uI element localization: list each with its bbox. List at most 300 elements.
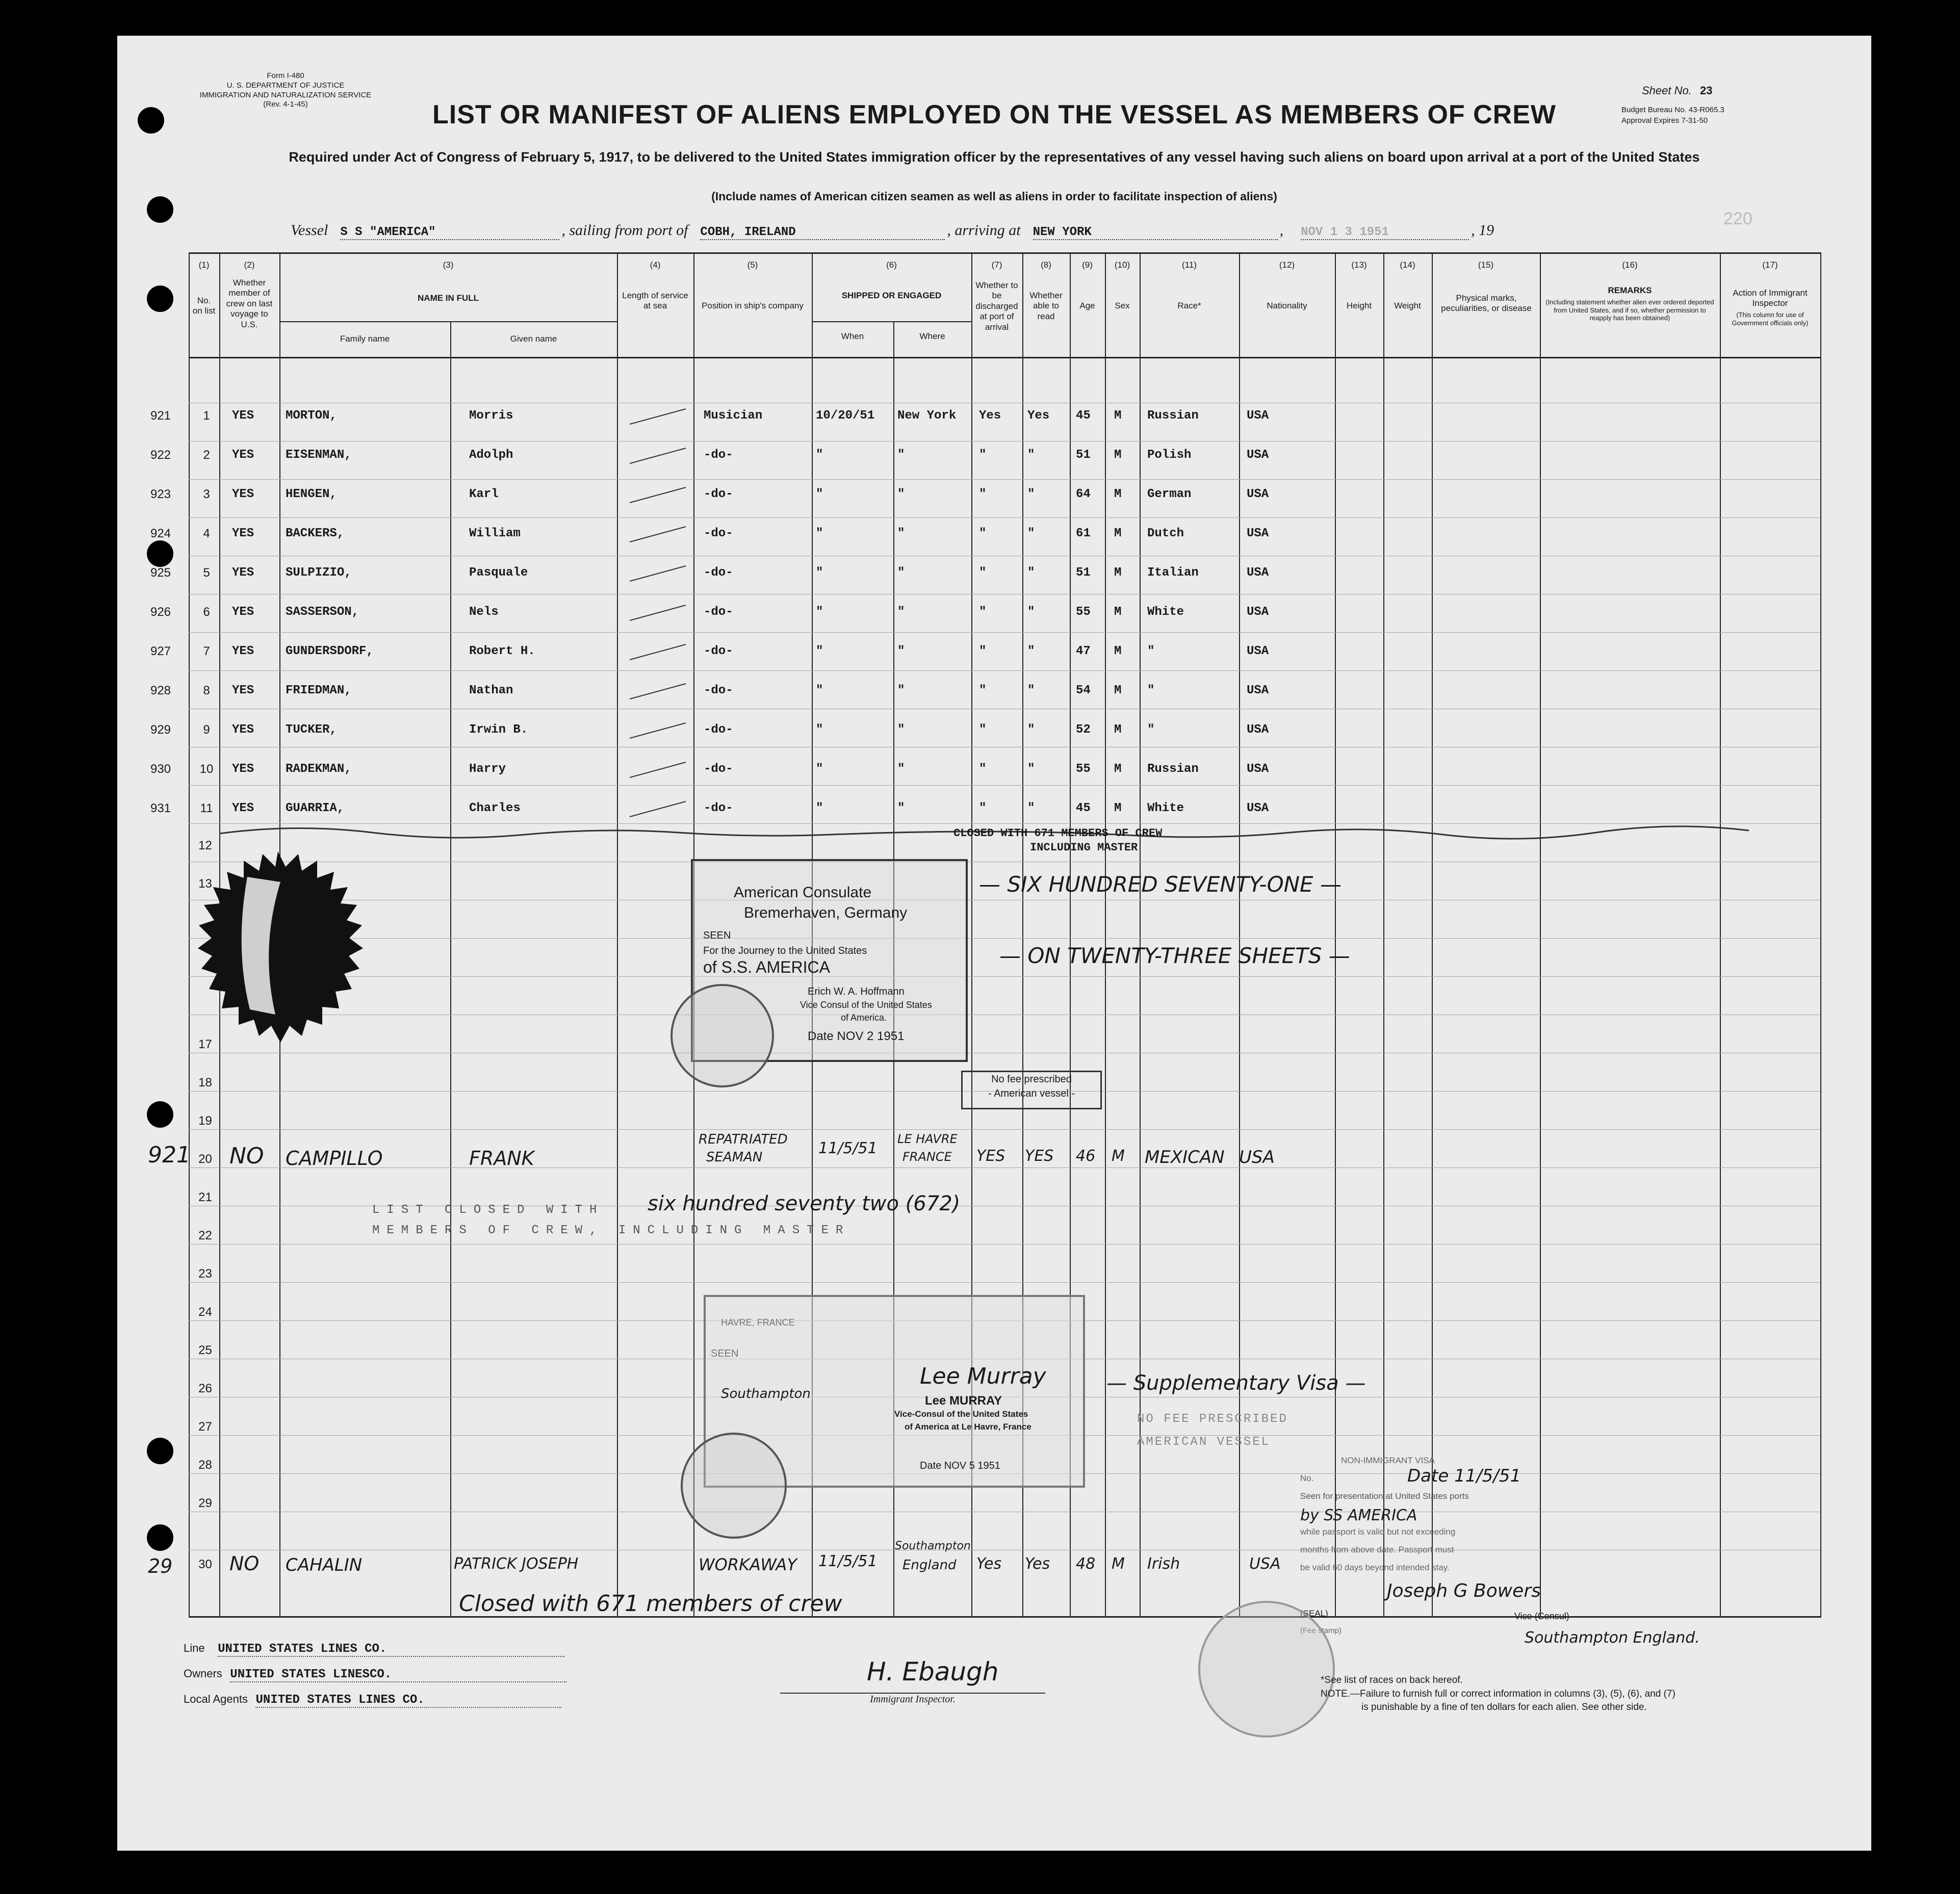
row-line (189, 976, 1820, 977)
family-name: GUNDERSDORF, (286, 644, 374, 658)
form-identifier: Form I-480 U. S. DEPARTMENT OF JUSTICE IMMIGRATION AND NATURALIZATION SERVICE (Rev. 4-1-45) (199, 71, 372, 109)
header-physical-marks: Physical marks, peculiarities, or disease (1441, 293, 1532, 314)
age: 61 (1076, 527, 1091, 540)
shipped-when: " (816, 723, 823, 737)
header-action-note: (This column for use of Government officials only) (1732, 311, 1809, 327)
previous-voyage: NO (229, 1143, 264, 1169)
margin-number: 929 (150, 723, 171, 737)
service-length-dash (627, 406, 688, 427)
consulate-seal-bremerhaven (670, 984, 774, 1087)
family-name: RADEKMAN, (286, 762, 352, 776)
line-number: 18 (198, 1076, 212, 1089)
given-name: Charles (469, 801, 521, 815)
header-given-name: Given name (510, 334, 557, 344)
given-name: PATRICK JOSEPH (454, 1555, 579, 1573)
service-length-dash (627, 799, 688, 819)
sex: M (1114, 684, 1122, 697)
sex: M (1114, 605, 1122, 619)
shipped-when: 11/5/51 (818, 1552, 878, 1570)
punch-hole (147, 286, 173, 312)
race: White (1147, 801, 1184, 815)
col-border (1140, 252, 1141, 1616)
line-number: 11 (200, 801, 213, 815)
shipped-where: " (897, 762, 905, 776)
position: -do- (704, 487, 733, 501)
subtitle: Required under Act of Congress of February 5, 1917, to be delivered to the United States immigration officer by the representatives of any vessel having such aliens on board upon arrival at a port of the United States (289, 149, 1700, 165)
discharged: " (979, 723, 987, 737)
header-discharged: Whether to be discharged at port of arrival (975, 280, 1018, 332)
margin-number: 29 (148, 1555, 173, 1577)
col-num: (2) (244, 260, 255, 270)
shipped-where: " (897, 684, 905, 697)
vessel-line: Vessel S S "AMERICA" , sailing from port of COBH, IRELAND , arriving at NEW YORK , NOV 1 3 1951 , 19 (291, 222, 1494, 239)
position: WORKAWAY (699, 1555, 797, 1574)
header-able-to-read: Whether able to read (1029, 291, 1063, 321)
consulate-stamp-havre: HAVRE, FRANCE SEEN Southampton Lee Murray Lee MURRAY Vice-Consul of the United States of America at Le Havre, France Date NOV 5 1951 (704, 1295, 1085, 1488)
shipped-when: 10/20/51 (816, 409, 875, 423)
american-vessel: AMERICAN VESSEL (1137, 1435, 1271, 1449)
col-border (1540, 252, 1541, 1616)
shipped-where: " (897, 801, 905, 815)
sex: M (1114, 448, 1122, 462)
margin-number: 931 (150, 801, 171, 815)
closed-with-note: CLOSED WITH 671 MEMBERS OF CREW (953, 827, 1163, 840)
age: 48 (1076, 1555, 1096, 1573)
sex: M (1114, 723, 1122, 737)
col-num: (8) (1041, 260, 1051, 270)
nationality: USA (1247, 762, 1269, 776)
family-name: CAHALIN (286, 1555, 363, 1575)
shipped-where: " (897, 487, 905, 501)
sex: M (1112, 1555, 1125, 1573)
margin-number: 925 (150, 566, 171, 580)
row-line (189, 670, 1820, 671)
row-line (189, 785, 1820, 786)
row-line (189, 479, 1820, 480)
able-to-read: " (1027, 566, 1035, 580)
margin-number: 927 (150, 644, 171, 658)
row-line (189, 938, 1820, 939)
nationality: USA (1247, 684, 1269, 697)
family-name: HENGEN, (286, 487, 337, 501)
margin-number: 923 (150, 487, 171, 501)
service-length-dash (627, 524, 688, 544)
line-number: 17 (198, 1037, 212, 1051)
header-action-inspector: Action of Immigrant Inspector (1733, 288, 1808, 308)
col-border (1820, 252, 1821, 1618)
punch-hole (147, 1101, 173, 1128)
previous-voyage: YES (232, 448, 254, 462)
line-number: 3 (203, 487, 210, 501)
able-to-read: " (1027, 644, 1035, 658)
discharged: Yes (979, 409, 1001, 423)
margin-number: 924 (150, 527, 171, 540)
sailing-port: COBH, IRELAND (700, 225, 945, 240)
non-immigrant-visa-stamp: NON-IMMIGRANT VISA No. Date 11/5/51 Seen for presentation at United States ports by SS AMERICA while passport is valid but not exceeding months from above date. Passport must be valid 60 days beyond intended stay. (SEAL) (Fee stamp) Joseph G Bowers Vice (Consul) Southampton England. (1300, 1456, 1700, 1647)
including-master-note: INCLUDING MASTER (1030, 841, 1138, 854)
position: REPATRIATED (699, 1132, 788, 1147)
discharged: " (979, 762, 987, 776)
nationality: USA (1247, 409, 1269, 423)
position: -do- (704, 723, 733, 737)
sex: M (1114, 801, 1122, 815)
family-name: GUARRIA, (286, 801, 345, 815)
given-name: Harry (469, 762, 506, 776)
race: German (1147, 487, 1192, 501)
given-name: William (469, 527, 521, 540)
position: -do- (704, 644, 733, 658)
margin-number: 926 (150, 605, 171, 619)
shipped-where: " (897, 605, 905, 619)
margin-number: 930 (150, 762, 171, 776)
race: " (1147, 723, 1155, 737)
age: 47 (1076, 644, 1091, 658)
header-shipped-or-engaged: SHIPPED OR ENGAGED (841, 291, 942, 300)
shipped-when: " (816, 801, 823, 815)
page-title: LIST OR MANIFEST OF ALIENS EMPLOYED ON THE VESSEL AS MEMBERS OF CREW (432, 100, 1556, 129)
given-name: Pasquale (469, 566, 528, 580)
position: -do- (704, 448, 733, 462)
col-border (1720, 252, 1721, 1616)
col-num: (17) (1762, 260, 1778, 270)
able-to-read: " (1027, 527, 1035, 540)
line-number: 19 (198, 1114, 212, 1128)
able-to-read: " (1027, 762, 1035, 776)
race: Polish (1147, 448, 1192, 462)
col-num: (11) (1182, 260, 1197, 270)
shipped-when: " (816, 684, 823, 697)
age: 54 (1076, 684, 1091, 697)
shipped-where: New York (897, 409, 957, 423)
able-to-read: " (1027, 684, 1035, 697)
shipped-when: " (816, 644, 823, 658)
col-border (1239, 252, 1240, 1616)
discharged: " (979, 527, 987, 540)
nationality: USA (1247, 448, 1269, 462)
col-border (617, 252, 618, 1616)
family-name: SULPIZIO, (286, 566, 352, 580)
shipped-when: " (816, 448, 823, 462)
arrival-date-stamp: NOV 1 3 1951 (1301, 225, 1469, 240)
position: Musician (704, 409, 763, 423)
able-to-read: " (1027, 487, 1035, 501)
shipped-where-line2: England (902, 1558, 957, 1573)
six-hundred-seventy-one: — SIX HUNDRED SEVENTY-ONE — (979, 872, 1342, 897)
twenty-three-sheets: — ON TWENTY-THREE SHEETS — (999, 943, 1350, 968)
shipped-when: 11/5/51 (818, 1139, 878, 1157)
col-num: (7) (991, 260, 1002, 270)
punch-hole (147, 1524, 173, 1551)
age: 64 (1076, 487, 1091, 501)
previous-voyage: YES (232, 801, 254, 815)
service-length-dash (627, 760, 688, 780)
header-name-in-full: NAME IN FULL (418, 293, 479, 303)
col-num: (14) (1400, 260, 1415, 270)
sex: M (1114, 566, 1122, 580)
punch-hole (147, 196, 173, 223)
line-number: 30 (198, 1558, 212, 1571)
subtitle-note: (Include names of American citizen seamen as well as aliens in order to facilitate inspection of aliens) (711, 190, 1277, 203)
footer-agents: Local Agents UNITED STATES LINES CO. (184, 1693, 561, 1708)
given-name: Irwin B. (469, 723, 528, 737)
given-name: Karl (469, 487, 499, 501)
inspector-signature: H. Ebaugh (867, 1657, 999, 1687)
header-position: Position in ship's company (702, 301, 804, 310)
footer-line: Line UNITED STATES LINES CO. (184, 1642, 564, 1657)
discharged: " (979, 487, 987, 501)
able-to-read: Yes (1025, 1555, 1050, 1573)
supplementary-visa: — Supplementary Visa — (1106, 1371, 1366, 1395)
discharged: YES (976, 1147, 1005, 1165)
row-line (189, 1282, 1820, 1283)
col-border (1335, 252, 1336, 1616)
discharged: Yes (976, 1555, 1002, 1573)
discharged: " (979, 605, 987, 619)
vessel-name: S S "AMERICA" (340, 225, 559, 240)
able-to-read: Yes (1027, 409, 1050, 423)
age: 45 (1076, 409, 1091, 423)
punch-hole (147, 1438, 173, 1464)
line-number: 22 (198, 1229, 212, 1242)
header-family-name: Family name (340, 334, 390, 344)
race: " (1147, 644, 1155, 658)
margin-number: 921 (148, 1142, 191, 1168)
nationality: USA (1247, 644, 1269, 658)
age: 51 (1076, 566, 1091, 580)
shipped-when: " (816, 527, 823, 540)
header-sex: Sex (1115, 301, 1130, 310)
consulate-seal-havre (681, 1433, 787, 1539)
service-length-dash (627, 485, 688, 505)
nationality: USA (1247, 723, 1269, 737)
row-line (189, 1167, 1820, 1168)
previous-voyage: YES (232, 644, 254, 658)
budget-info: Budget Bureau No. 43-R065.3 Approval Expires 7-31-50 (1621, 106, 1724, 125)
family-name: SASSERSON, (286, 605, 359, 619)
punch-hole (147, 540, 173, 567)
arriving-port: NEW YORK (1033, 225, 1278, 240)
previous-voyage: YES (232, 566, 254, 580)
no-fee-stamp: No fee prescribed - American vessel - (961, 1071, 1102, 1109)
line-number: 8 (203, 684, 210, 697)
header-height: Height (1346, 301, 1372, 310)
race: Dutch (1147, 527, 1184, 540)
row-line (189, 632, 1820, 633)
nationality: USA (1247, 801, 1269, 815)
header-when: When (841, 331, 864, 341)
sex: M (1112, 1147, 1125, 1165)
shipped-where: LE HAVRE (897, 1132, 958, 1146)
able-to-read: " (1027, 448, 1035, 462)
previous-voyage: YES (232, 684, 254, 697)
col-num: (15) (1478, 260, 1494, 270)
nationality: USA (1249, 1555, 1281, 1573)
col-border (1105, 252, 1106, 1616)
service-length-dash (627, 681, 688, 702)
sex: M (1114, 527, 1122, 540)
service-length-dash (627, 720, 688, 741)
line-number: 20 (198, 1152, 212, 1166)
family-name: EISENMAN, (286, 448, 352, 462)
sheet-number: Sheet No. 23 (1642, 84, 1713, 97)
sex: M (1114, 644, 1122, 658)
line-number: 1 (203, 409, 210, 423)
nationality: USA (1247, 527, 1269, 540)
discharged: " (979, 448, 987, 462)
no-fee-prescribed: NO FEE PRESCRIBED (1137, 1412, 1288, 1426)
line-number: 27 (198, 1420, 212, 1434)
able-to-read: " (1027, 723, 1035, 737)
line-number: 24 (198, 1305, 212, 1319)
header-previous-voyage: Whether member of crew on last voyage to U.S. (226, 278, 273, 329)
sex: M (1114, 487, 1122, 501)
line-number: 21 (198, 1190, 212, 1204)
shipped-where: " (897, 723, 905, 737)
line-number: 10 (199, 762, 214, 776)
race: Irish (1147, 1555, 1180, 1573)
position: -do- (704, 762, 733, 776)
able-to-read: YES (1025, 1147, 1054, 1165)
col-border (1432, 252, 1433, 1616)
line-number: 23 (198, 1267, 212, 1281)
margin-number: 928 (150, 684, 171, 697)
position: -do- (704, 566, 733, 580)
row-line (189, 517, 1820, 518)
races-note: *See list of races on back hereof. (1321, 1675, 1463, 1685)
able-to-read: " (1027, 605, 1035, 619)
header-remarks-note: (Including statement whether alien ever ordered deported from United States, and if so, whether permission to reapply has been obtained) (1545, 298, 1714, 322)
family-name: CAMPILLO (286, 1147, 383, 1170)
header-no-on-list: No. on list (192, 296, 216, 316)
age: 51 (1076, 448, 1091, 462)
col-num: (3) (443, 260, 454, 270)
discharged: " (979, 684, 987, 697)
table-bottom-border (189, 1616, 1820, 1618)
col-num: (12) (1279, 260, 1295, 270)
shipped-when: " (816, 487, 823, 501)
service-length-dash (627, 642, 688, 662)
previous-voyage: YES (232, 723, 254, 737)
nationality: USA (1247, 487, 1269, 501)
previous-voyage: YES (232, 409, 254, 423)
position: -do- (704, 684, 733, 697)
shipped-where: " (897, 448, 905, 462)
line-number: 28 (198, 1458, 212, 1472)
previous-voyage: YES (232, 605, 254, 619)
age: 46 (1076, 1147, 1096, 1165)
table-header-bottom (189, 357, 1820, 358)
header-age: Age (1079, 301, 1095, 310)
header-nationality: Nationality (1267, 301, 1307, 310)
line-number: 25 (198, 1343, 212, 1357)
header-weight: Weight (1394, 301, 1421, 310)
sex: M (1114, 762, 1122, 776)
able-to-read: " (1027, 801, 1035, 815)
given-name: Robert H. (469, 644, 535, 658)
manifest-sheet (117, 36, 1871, 1851)
race: " (1147, 684, 1155, 697)
shipped-where: " (897, 527, 905, 540)
line-number: 9 (203, 723, 210, 737)
age: 45 (1076, 801, 1091, 815)
race: White (1147, 605, 1184, 619)
line-number: 4 (203, 527, 210, 540)
nationality: USA (1239, 1147, 1275, 1167)
line-number: 12 (198, 839, 212, 852)
shipped-where: " (897, 644, 905, 658)
six-hundred-seventy-two: six hundred seventy two (672) (648, 1192, 961, 1215)
position: -do- (704, 605, 733, 619)
header-length-of-service: Length of service at sea (622, 291, 688, 311)
shipped-when: " (816, 566, 823, 580)
position: -do- (704, 527, 733, 540)
visa-seal (1198, 1601, 1335, 1737)
discharged: " (979, 801, 987, 815)
line-number: 29 (198, 1496, 212, 1510)
closed-with-671: Closed with 671 members of crew (459, 1591, 842, 1617)
family-name: BACKERS, (286, 527, 345, 540)
row-line (189, 1129, 1820, 1130)
family-name: TUCKER, (286, 723, 337, 737)
given-name: FRANK (469, 1147, 534, 1170)
shipped-when: " (816, 762, 823, 776)
family-name: FRIEDMAN, (286, 684, 352, 697)
shipped-where: Southampton (895, 1540, 971, 1552)
col-num: (4) (650, 260, 661, 270)
header-race: Race* (1177, 301, 1201, 310)
given-name: Nels (469, 605, 499, 619)
race: Italian (1147, 566, 1199, 580)
footer-owners: Owners UNITED STATES LINESCO. (184, 1667, 566, 1682)
row-line (189, 441, 1820, 442)
previous-voyage: YES (232, 487, 254, 501)
col-num: (1) (198, 260, 210, 270)
position: -do- (704, 801, 733, 815)
inspector-label: Immigrant Inspector. (780, 1693, 1045, 1705)
race: Russian (1147, 762, 1199, 776)
discharged: " (979, 644, 987, 658)
service-length-dash (627, 603, 688, 623)
table-top-border (189, 252, 1820, 254)
line-number: 6 (203, 605, 210, 619)
position-line2: SEAMAN (706, 1150, 763, 1165)
given-name: Adolph (469, 448, 513, 462)
list-closed-with: LIST CLOSED WITH (372, 1203, 604, 1217)
service-length-dash (627, 446, 688, 466)
col-num: (16) (1622, 260, 1638, 270)
given-name: Morris (469, 409, 513, 423)
line-number: 13 (198, 877, 212, 891)
consulate-stamp-bremerhaven: American Consulate Bremerhaven, Germany SEEN For the Journey to the United States of S.S. AMERICA Erich W. A. Hoffmann Vice Consul of the United States of America. Date NOV 2 1951 (691, 859, 968, 1062)
discharged: " (979, 566, 987, 580)
subheader-line (279, 321, 617, 322)
subheader-line (812, 321, 971, 322)
header-where: Where (919, 331, 945, 341)
penalty-note: NOTE.—Failure to furnish full or correct information in columns (3), (5), (6), and (7) (1321, 1689, 1675, 1699)
col-border (450, 321, 451, 1616)
col-num: (10) (1114, 260, 1130, 270)
race: Russian (1147, 409, 1199, 423)
nationality: USA (1247, 566, 1269, 580)
previous-voyage: NO (229, 1552, 260, 1575)
family-name: MORTON, (286, 409, 337, 423)
nationality: USA (1247, 605, 1269, 619)
age: 55 (1076, 762, 1091, 776)
col-num: (6) (886, 260, 897, 270)
line-number: 5 (203, 566, 210, 580)
col-num: (9) (1082, 260, 1093, 270)
line-number: 2 (203, 448, 210, 462)
